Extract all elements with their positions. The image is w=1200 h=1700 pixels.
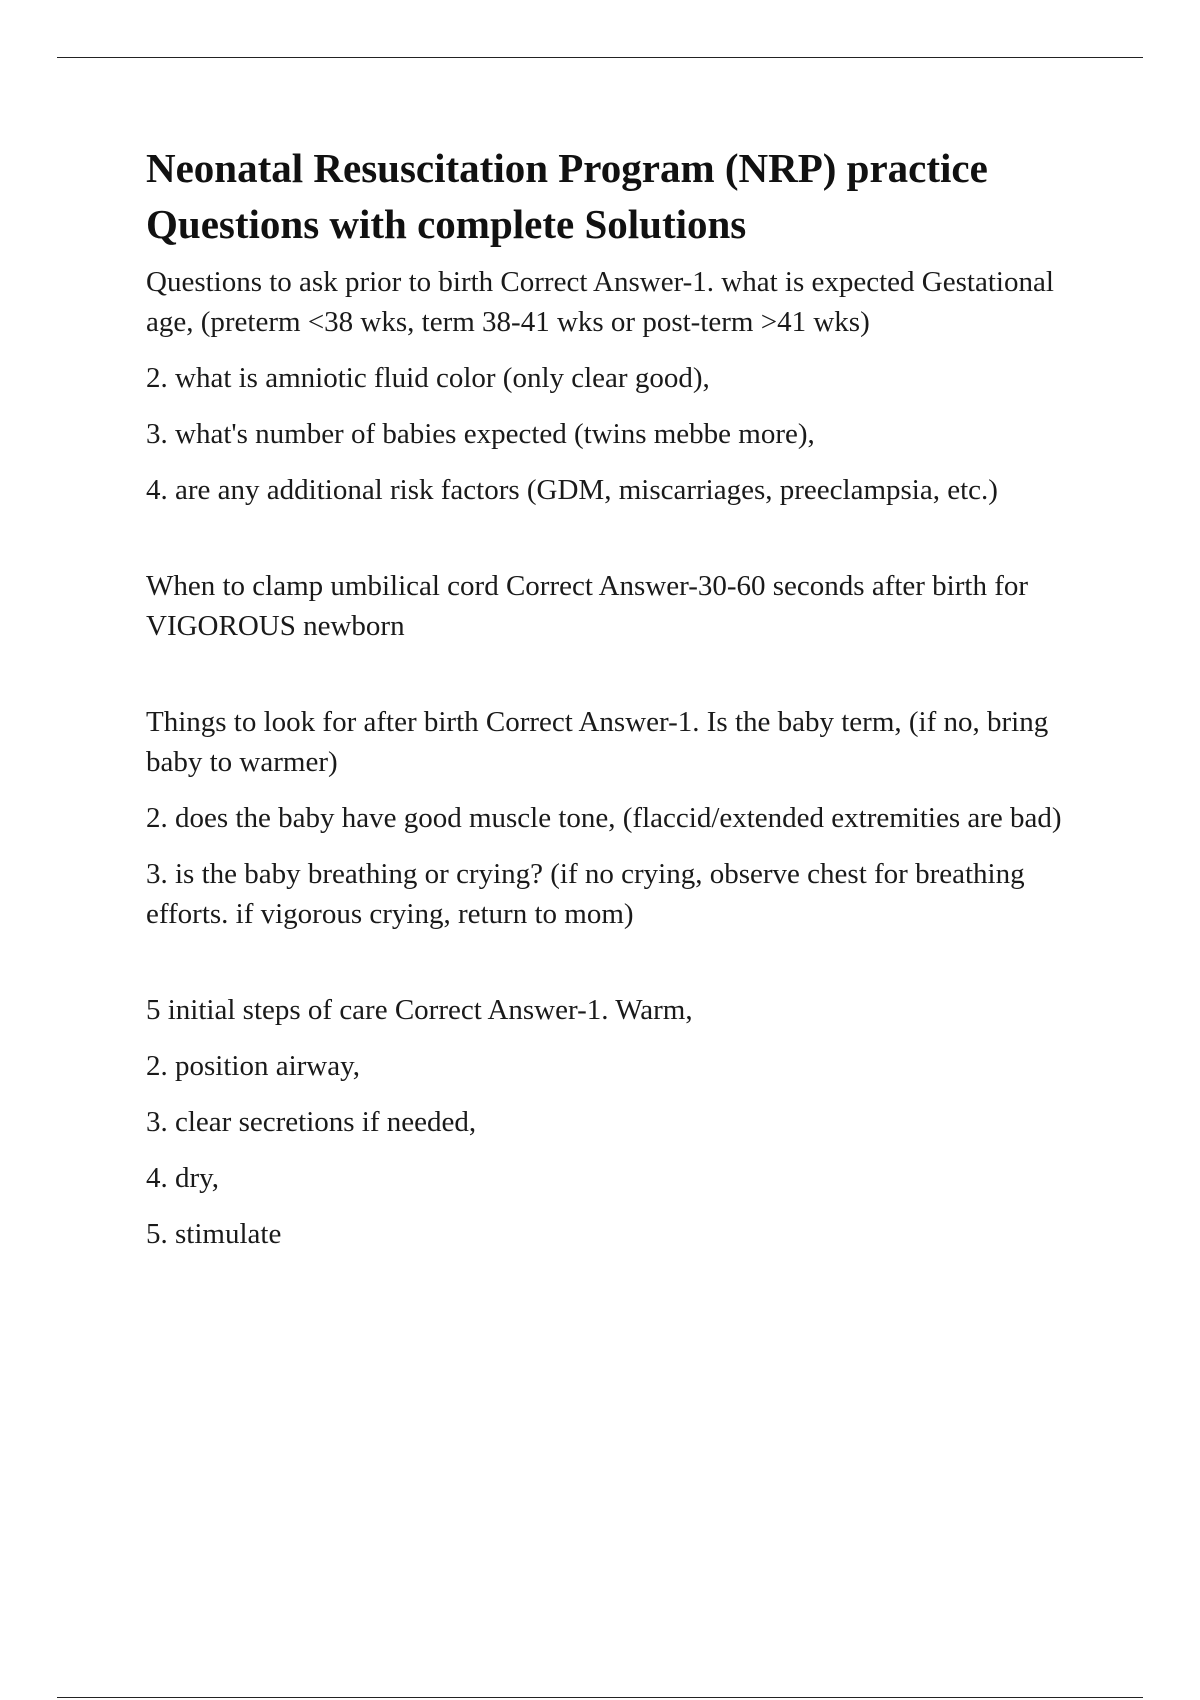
qa-block-clamp-cord: [146, 566, 1106, 646]
qa-line: 4. are any additional risk factors (GDM, miscarriages, preeclampsia, etc.): [146, 474, 998, 506]
qa-line: 3. is the baby breathing or crying? (if no crying, observe chest for breathing efforts. if vigorous crying, return to mom): [146, 858, 1025, 930]
qa-line: 2. does the baby have good muscle tone, (flaccid/extended extremities are bad): [146, 802, 1062, 834]
qa-line: 3. what's number of babies expected (twins mebbe more),: [146, 418, 815, 450]
qa-block-initial-steps: [146, 990, 1106, 1254]
qa-line: When to clamp umbilical cord Correct Answer-30-60 seconds after birth for VIGOROUS newborn: [146, 570, 1029, 642]
document-title: Neonatal Resuscitation Program (NRP) practice Questions with complete Solutions: [146, 145, 988, 247]
header-rule: [57, 57, 1143, 58]
qa-line: Questions to ask prior to birth Correct Answer-1. what is expected Gestational age, (preterm <38 wks, term 38-41 wks or post-term >41 wks): [146, 266, 1054, 338]
qa-block-after-birth: [146, 702, 1106, 934]
footer-rule: [57, 1697, 1143, 1698]
document-body: [146, 140, 1106, 1254]
qa-line: Things to look for after birth Correct Answer-1. Is the baby term, (if no, bring baby to warmer): [146, 706, 1049, 778]
qa-line: 4. dry,: [146, 1162, 220, 1194]
qa-line: 5. stimulate: [146, 1218, 282, 1250]
qa-line: 3. clear secretions if needed,: [146, 1106, 477, 1138]
qa-line: 2. what is amniotic fluid color (only clear good),: [146, 362, 710, 394]
qa-line: 2. position airway,: [146, 1050, 360, 1082]
qa-block-prior-to-birth: [146, 262, 1106, 510]
qa-line: 5 initial steps of care Correct Answer-1. Warm,: [146, 994, 693, 1026]
